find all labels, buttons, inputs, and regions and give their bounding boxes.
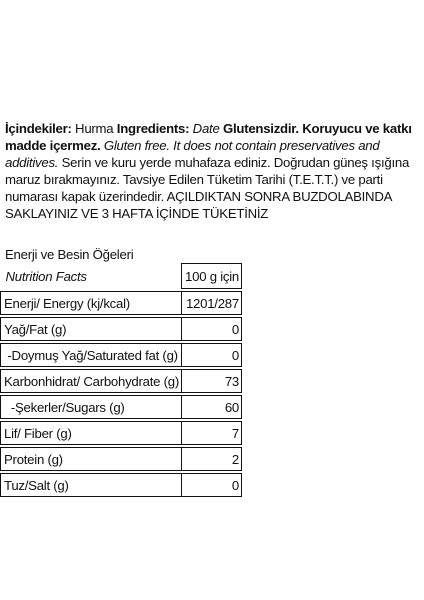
gluten-statement-tr: Glutensizdir. Koruyucu ve katkı madde içermez. (5, 121, 412, 153)
nutrient-value: 0 (182, 474, 242, 497)
ingredients-label-en: Ingredients: (116, 121, 190, 136)
nutrient-label: -Şekerler/Sugars (g) (1, 396, 182, 419)
nutrient-value: 1201/287 (182, 292, 242, 315)
nutrition-title-tr: Enerji ve Besin Öğeleri (5, 247, 134, 262)
table-row (1, 318, 242, 341)
table-row (1, 396, 242, 419)
gluten-statement-en: Gluten free. It does not contain preservatives and additives. (5, 138, 380, 170)
nutrient-label: Enerji/ Energy (kj/kcal) (1, 292, 182, 315)
table-row (1, 292, 242, 315)
nutrient-label: Yağ/Fat (g) (1, 318, 182, 341)
per-100g-label: 100 g için (182, 264, 242, 289)
ingredients-text (5, 120, 419, 222)
nutrient-label: -Doymuş Yağ/Saturated fat (g) (1, 344, 182, 367)
nutrient-value: 0 (182, 318, 242, 341)
nutrient-value: 7 (182, 422, 242, 445)
nutrition-table (0, 263, 242, 497)
nutrient-value: 2 (182, 448, 242, 471)
table-row (1, 344, 242, 367)
table-row (1, 370, 242, 393)
nutrient-value: 73 (182, 370, 242, 393)
ingredients-value-tr: Hurma (71, 121, 117, 136)
storage-instructions: Serin ve kuru yerde muhafaza ediniz. Doğrudan güneş ışığına maruz bırakmayınız. Tavsiye Edilen Tüketim Tarihi (T.E.T.T.) ve parti numarası kapak üzerindedir. AÇILDIKTAN SONRA BUZDOLABINDA SAKLAYINIZ VE 3 HAFTA İÇİNDE TÜKETİNİZ (5, 155, 410, 221)
nutrition-title-en: Nutrition Facts (5, 268, 87, 284)
table-row (1, 474, 242, 497)
nutrition-header-row (1, 264, 242, 289)
nutrient-label: Karbonhidrat/ Carbohydrate (g) (1, 370, 182, 393)
ingredients-label-tr: İçindekiler: (5, 121, 72, 136)
ingredients-value-en: Date (189, 121, 220, 136)
nutrient-label: Tuz/Salt (g) (1, 474, 182, 497)
nutrient-label: Lif/ Fiber (g) (1, 422, 182, 445)
table-row (1, 422, 242, 445)
nutrient-value: 60 (182, 396, 242, 419)
nutrient-value: 0 (182, 344, 242, 367)
table-row (1, 448, 242, 471)
nutrient-label: Protein (g) (1, 448, 182, 471)
